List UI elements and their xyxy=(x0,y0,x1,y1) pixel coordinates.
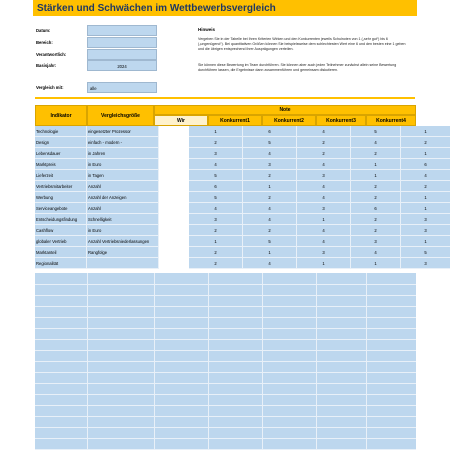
indicator-cell: Entscheidungsfindung xyxy=(35,214,87,225)
table-row xyxy=(35,148,427,159)
table-row xyxy=(35,192,427,203)
wir-score-cell[interactable]: 5 xyxy=(189,192,243,203)
vergleich-field[interactable]: alle xyxy=(87,82,157,93)
konkurrent1-score-cell[interactable]: 3 xyxy=(243,159,297,170)
vergleichsgroesse-cell: in Euro xyxy=(87,225,159,236)
konkurrent1-score-cell[interactable]: 2 xyxy=(243,170,297,181)
header-note: Note xyxy=(154,105,416,115)
konkurrent3-score-cell[interactable]: 2 xyxy=(351,192,401,203)
wir-score-cell[interactable]: 5 xyxy=(189,170,243,181)
table-row xyxy=(35,181,427,192)
header-konkurrent1: Konkurrent1 xyxy=(208,115,262,126)
konkurrent4-score-cell[interactable]: 3 xyxy=(401,214,450,225)
konkurrent1-score-cell[interactable]: 1 xyxy=(243,247,297,258)
grid-line xyxy=(35,350,416,351)
konkurrent3-score-cell[interactable]: 1 xyxy=(351,258,401,269)
konkurrent2-score-cell[interactable]: 1 xyxy=(297,258,351,269)
hint-title: Hinweis xyxy=(198,27,216,32)
konkurrent3-score-cell[interactable]: 2 xyxy=(351,225,401,236)
basisjahr-field[interactable]: 2024 xyxy=(87,60,157,71)
konkurrent4-score-cell[interactable]: 1 xyxy=(401,236,450,247)
vergleichsgroesse-cell: Anzahl Vertriebsniederlassungen xyxy=(87,236,159,247)
basisjahr-label: Basisjahr: xyxy=(36,63,57,68)
grid-line xyxy=(262,273,263,450)
grid-line xyxy=(35,449,416,450)
konkurrent3-score-cell[interactable]: 4 xyxy=(351,247,401,258)
hint-paragraph-2: Sie können diese Bewertung im Team durchführen. Sie können aber auch jeden Teilnehmer zunächst allein seine Bewertung durchführen lassen, die Ergebnisse dann zusammenführen und gemeinsam diskutieren. xyxy=(198,63,397,73)
vergleichsgroesse-cell: Anzahl xyxy=(87,203,159,214)
vergleichsgroesse-cell: einfach - modern - xyxy=(87,137,159,148)
grid-line xyxy=(316,273,317,450)
indicator-cell: Regionalität xyxy=(35,258,87,269)
indicator-cell: globaler Vertrieb xyxy=(35,236,87,247)
title-bar xyxy=(33,0,417,16)
grid-line xyxy=(35,295,416,296)
table-row xyxy=(35,258,427,269)
konkurrent2-score-cell[interactable]: 4 xyxy=(297,159,351,170)
konkurrent1-score-cell[interactable]: 2 xyxy=(243,192,297,203)
konkurrent3-score-cell[interactable]: 1 xyxy=(351,159,401,170)
konkurrent3-score-cell[interactable]: 4 xyxy=(351,137,401,148)
wir-score-cell[interactable]: 2 xyxy=(189,225,243,236)
vergleichsgroesse-cell: Anzahl der Anzeigen xyxy=(87,192,159,203)
indicator-cell: Lebensdauer xyxy=(35,148,87,159)
grid-line xyxy=(35,383,416,384)
grid-line xyxy=(366,273,367,450)
konkurrent4-score-cell[interactable]: 1 xyxy=(401,203,450,214)
header-konkurrent2: Konkurrent2 xyxy=(262,115,316,126)
konkurrent4-score-cell[interactable]: 3 xyxy=(401,258,450,269)
konkurrent2-score-cell[interactable]: 4 xyxy=(297,225,351,236)
konkurrent2-score-cell[interactable]: 2 xyxy=(297,137,351,148)
wir-score-cell[interactable]: 2 xyxy=(189,258,243,269)
grid-line xyxy=(35,306,416,307)
konkurrent2-score-cell[interactable]: 3 xyxy=(297,247,351,258)
vergleichsgroesse-cell: in Jahren xyxy=(87,148,159,159)
vergleichsgroesse-cell xyxy=(87,258,159,269)
konkurrent2-score-cell[interactable]: 3 xyxy=(297,203,351,214)
konkurrent4-score-cell[interactable]: 2 xyxy=(401,137,450,148)
grid-line xyxy=(35,394,416,395)
konkurrent1-score-cell[interactable]: 5 xyxy=(243,137,297,148)
verantwortlich-label: Verantwortlich: xyxy=(36,52,67,57)
grid-line xyxy=(35,405,416,406)
page-title: Stärken und Schwächen im Wettbewerbsvergleich xyxy=(37,2,276,14)
wir-score-cell[interactable]: 3 xyxy=(189,214,243,225)
wir-score-cell[interactable]: 2 xyxy=(189,247,243,258)
vergleichsgroesse-cell: Rangfolge xyxy=(87,247,159,258)
konkurrent1-score-cell[interactable]: 4 xyxy=(243,258,297,269)
konkurrent4-score-cell[interactable]: 4 xyxy=(401,170,450,181)
header-vergleichsgroesse: Vergleichsgröße xyxy=(87,105,154,126)
header-indicator: Indikator xyxy=(35,105,87,126)
konkurrent1-score-cell[interactable]: 4 xyxy=(243,203,297,214)
vergleichsgroesse-cell: in Euro xyxy=(87,159,159,170)
konkurrent3-score-cell[interactable]: 3 xyxy=(351,236,401,247)
grid-line xyxy=(35,416,416,417)
grid-line xyxy=(154,273,155,450)
konkurrent3-score-cell[interactable]: 2 xyxy=(351,148,401,159)
table-row xyxy=(35,170,427,181)
wir-score-cell[interactable]: 4 xyxy=(189,203,243,214)
konkurrent1-score-cell[interactable]: 4 xyxy=(243,214,297,225)
konkurrent1-score-cell[interactable]: 1 xyxy=(243,181,297,192)
konkurrent2-score-cell[interactable]: 1 xyxy=(297,214,351,225)
grid-line xyxy=(35,328,416,329)
vergleichsgroesse-cell: Schnelligkeit xyxy=(87,214,159,225)
empty-grid-area[interactable] xyxy=(35,273,416,450)
table-row xyxy=(35,236,427,247)
indicator-cell: Cashflow xyxy=(35,225,87,236)
konkurrent3-score-cell[interactable]: 2 xyxy=(351,214,401,225)
grid-line xyxy=(35,438,416,439)
konkurrent4-score-cell[interactable]: 1 xyxy=(401,126,450,137)
grid-line xyxy=(35,284,416,285)
konkurrent1-score-cell[interactable]: 2 xyxy=(243,225,297,236)
bereich-field[interactable] xyxy=(87,37,157,48)
konkurrent3-score-cell[interactable]: 6 xyxy=(351,203,401,214)
konkurrent2-score-cell[interactable]: 4 xyxy=(297,126,351,137)
indicator-cell: Design xyxy=(35,137,87,148)
konkurrent3-score-cell[interactable]: 5 xyxy=(351,126,401,137)
table-row xyxy=(35,126,427,137)
wir-score-cell[interactable]: 3 xyxy=(189,148,243,159)
konkurrent2-score-cell[interactable]: 2 xyxy=(297,148,351,159)
table-row xyxy=(35,137,427,148)
konkurrent4-score-cell[interactable]: 1 xyxy=(401,148,450,159)
grid-line xyxy=(87,273,88,450)
konkurrent4-score-cell[interactable]: 1 xyxy=(401,192,450,203)
grid-line xyxy=(35,361,416,362)
hint-paragraph-1: Vergeben Sie in der Tabelle bei Ihren Kriterien Wirken und den Konkurrenten jeweils Schulnoten von 1 („sehr gut“) bis 6 („ungenügend“). Bei quantitativen Größen können Sie beispielsweise dem schlechtesten Wert eine 6 und den besten eine 1 geben und die übrigen entsprechend ihrer Ausprägungen verteilen. xyxy=(198,37,406,52)
konkurrent1-score-cell[interactable]: 4 xyxy=(243,148,297,159)
konkurrent1-score-cell[interactable]: 6 xyxy=(243,126,297,137)
wir-score-cell[interactable]: 4 xyxy=(189,159,243,170)
separator-line xyxy=(35,97,415,99)
konkurrent2-score-cell[interactable]: 4 xyxy=(297,236,351,247)
vergleich-label: Vergleich mit: xyxy=(36,85,64,90)
konkurrent2-score-cell[interactable]: 4 xyxy=(297,181,351,192)
konkurrent2-score-cell[interactable]: 3 xyxy=(297,170,351,181)
vergleichsgroesse-cell: in Tagen xyxy=(87,170,159,181)
header-konkurrent4: Konkurrent4 xyxy=(366,115,416,126)
indicator-cell: Serviceangebote xyxy=(35,203,87,214)
konkurrent4-score-cell[interactable]: 6 xyxy=(401,159,450,170)
datum-label: Datum: xyxy=(36,28,51,33)
table-row xyxy=(35,225,427,236)
indicator-cell: Marktpreis xyxy=(35,159,87,170)
konkurrent4-score-cell[interactable]: 3 xyxy=(401,225,450,236)
indicator-cell: Werbung xyxy=(35,192,87,203)
grid-line xyxy=(35,339,416,340)
grid-line xyxy=(35,372,416,373)
header-wir: Wir xyxy=(154,115,208,126)
header-konkurrent3: Konkurrent3 xyxy=(316,115,366,126)
verantwortlich-field[interactable] xyxy=(87,49,157,60)
table-row xyxy=(35,203,427,214)
wir-score-cell[interactable]: 1 xyxy=(189,126,243,137)
vergleichsgroesse-cell: eingesetzter Prozessor xyxy=(87,126,159,137)
indicator-cell: Lieferzeit xyxy=(35,170,87,181)
konkurrent4-score-cell[interactable]: 2 xyxy=(401,181,450,192)
wir-score-cell[interactable]: 1 xyxy=(189,236,243,247)
table-row xyxy=(35,214,427,225)
table-row xyxy=(35,159,427,170)
wir-score-cell[interactable]: 6 xyxy=(189,181,243,192)
datum-field[interactable] xyxy=(87,25,157,36)
indicator-cell: Vertriebsmitarbeiter xyxy=(35,181,87,192)
vergleichsgroesse-cell: Anzahl xyxy=(87,181,159,192)
konkurrent1-score-cell[interactable]: 5 xyxy=(243,236,297,247)
grid-line xyxy=(35,317,416,318)
konkurrent3-score-cell[interactable]: 2 xyxy=(351,181,401,192)
grid-line xyxy=(208,273,209,450)
konkurrent3-score-cell[interactable]: 1 xyxy=(351,170,401,181)
table-row xyxy=(35,247,427,258)
indicator-cell: Marktanteil xyxy=(35,247,87,258)
indicator-cell: Technologie xyxy=(35,126,87,137)
konkurrent4-score-cell[interactable]: 5 xyxy=(401,247,450,258)
grid-line xyxy=(35,427,416,428)
wir-score-cell[interactable]: 2 xyxy=(189,137,243,148)
konkurrent2-score-cell[interactable]: 4 xyxy=(297,192,351,203)
bereich-label: Bereich: xyxy=(36,40,53,45)
